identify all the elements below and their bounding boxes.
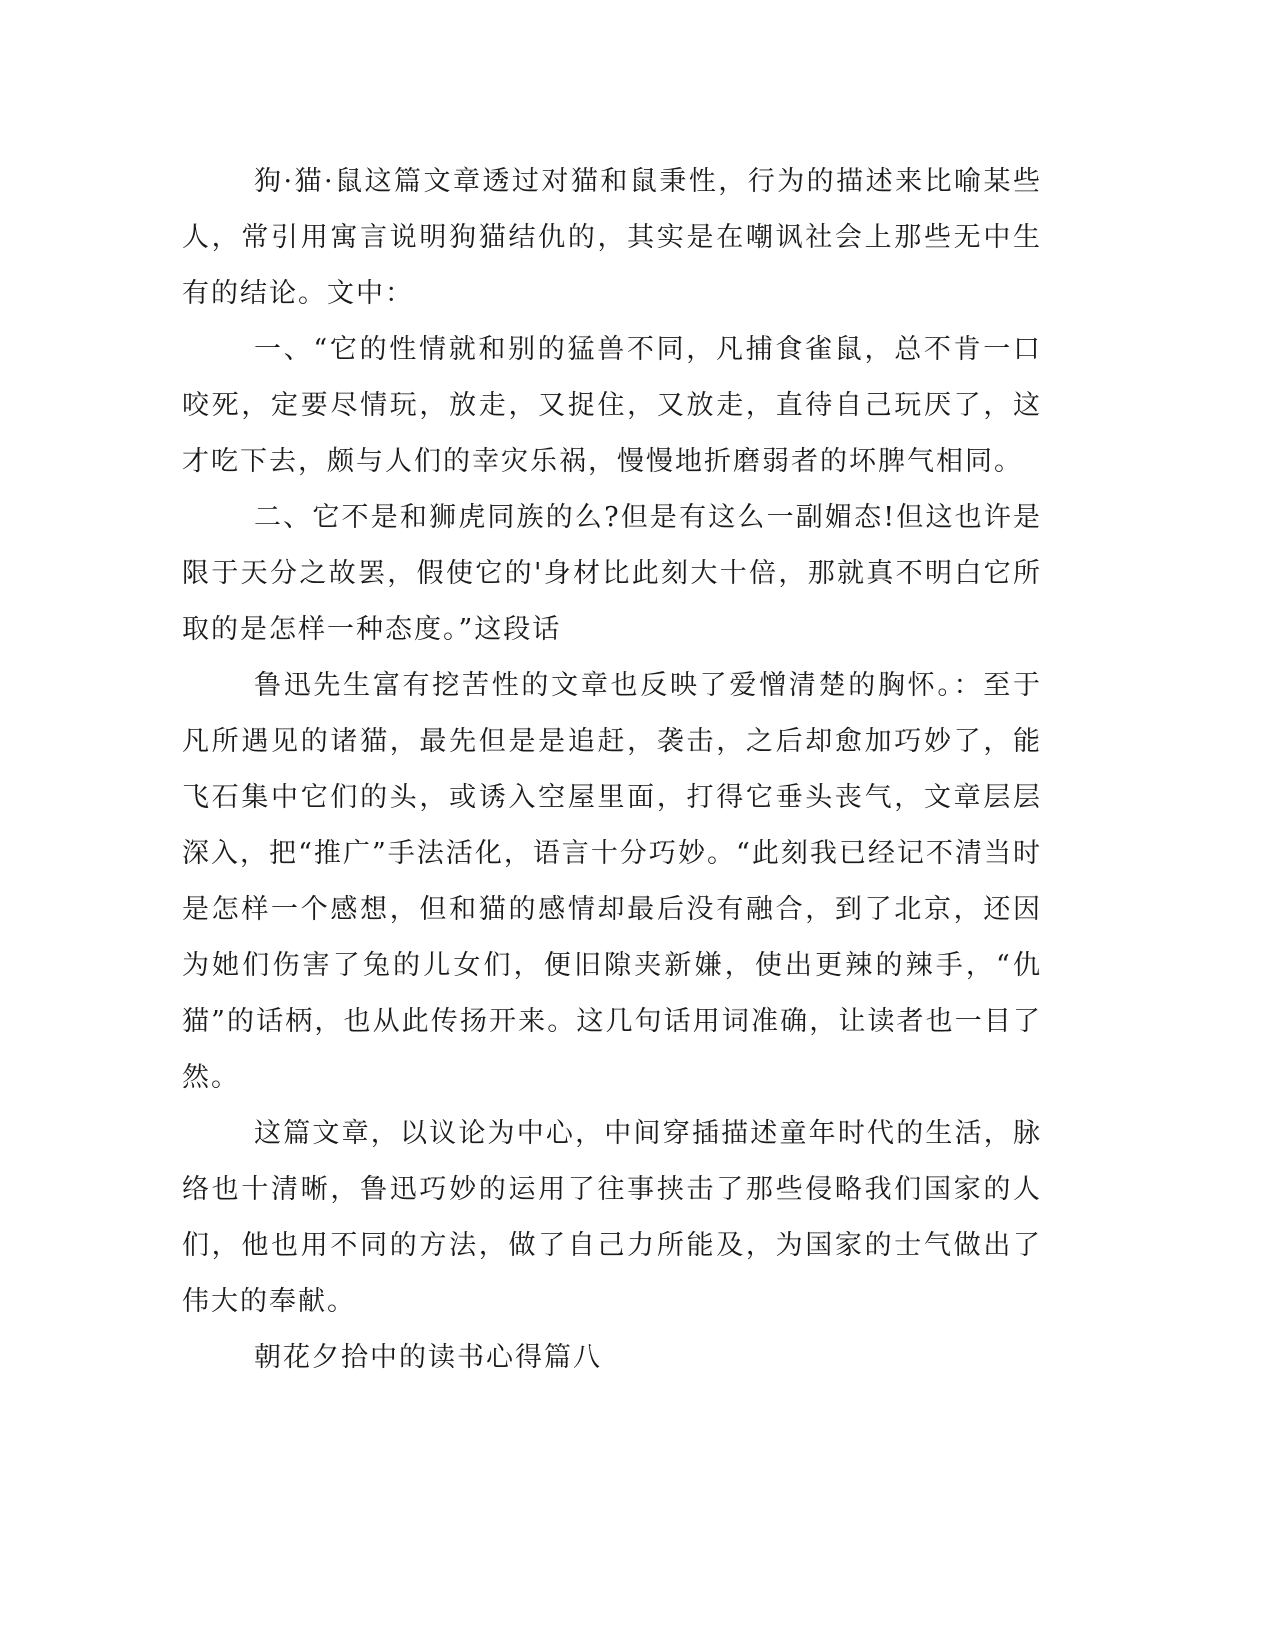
paragraph-analysis: 鲁迅先生富有挖苦性的文章也反映了爱憎清楚的胸怀。：至于凡所遇见的诸猫，最先但是是追赶，袭击，之后却愈加巧妙了，能飞石集中它们的头，或诱入空屋里面，打得它垂头丧气，文章层层深入，把“推广”手法活化，语言十分巧妙。“此刻我已经记不清当时是怎样一个感想，但和猫的感情却最后没有融合，到了北京，还因为她们伤害了兔的儿女们，便旧隙夹新嫌，使出更辣的辣手，“仇猫”的话柄，也从此传扬开来。这几句话用词准确，让读者也一目了然。 (182, 670, 1042, 1093)
paragraph-quote-two: 二、它不是和狮虎同族的么?但是有这么一副媚态!但这也许是限于天分之故罢，假使它的'身材比此刻大十倍，那就真不明白它所取的是怎样一种态度。”这段话 (182, 502, 1042, 645)
paragraph-quote-one: 一、“它的性情就和别的猛兽不同，凡捕食雀鼠，总不肯一口咬死，定要尽情玩，放走，又捉住，又放走，直待自己玩厌了，这才吃下去，颇与人们的幸灾乐祸，慢慢地折磨弱者的坏脾气相同。 (182, 334, 1042, 477)
paragraph-conclusion: 这篇文章，以议论为中心，中间穿插描述童年时代的生活，脉络也十清晰，鲁迅巧妙的运用了往事挟击了那些侵略我们国家的人们，他也用不同的方法，做了自己力所能及，为国家的士气做出了伟大的奉献。 (182, 1118, 1042, 1317)
section-heading: 朝花夕拾中的读书心得篇八 (254, 1342, 602, 1373)
paragraph-intro: 狗·猫·鼠这篇文章透过对猫和鼠秉性，行为的描述来比喻某些人，常引用寓言说明狗猫结仇的，其实是在嘲讽社会上那些无中生有的结论。文中： (182, 166, 1042, 309)
document-body (182, 154, 1042, 1386)
